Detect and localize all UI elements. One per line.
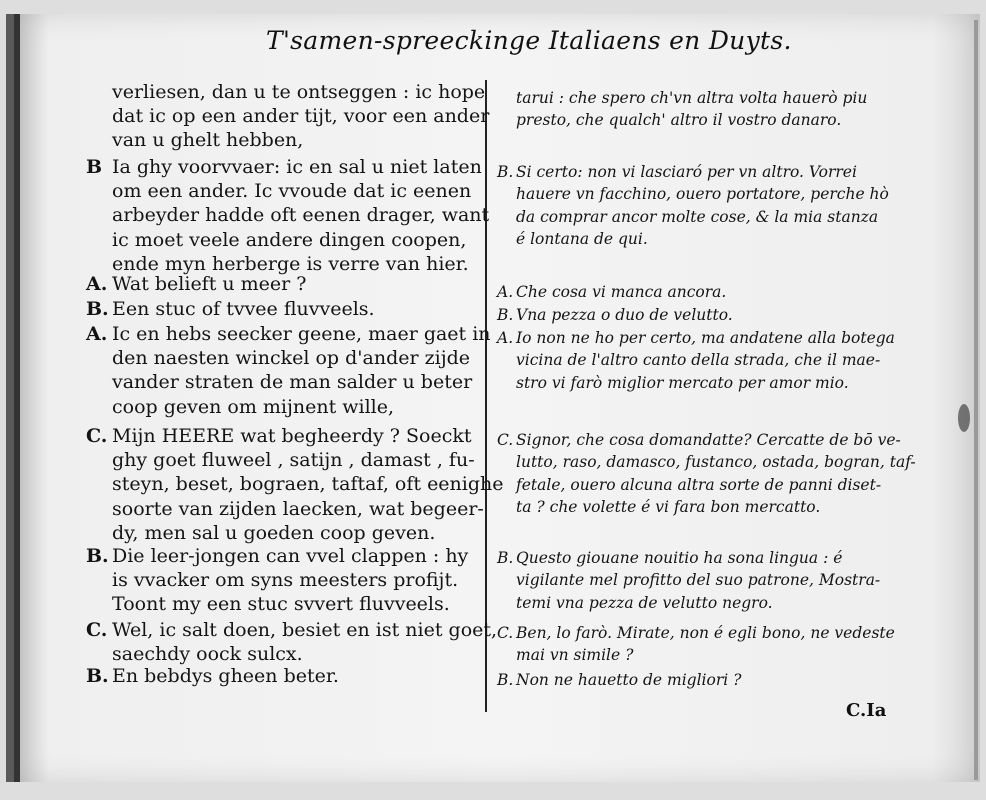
speaker-label: A. bbox=[497, 329, 514, 347]
catchword: C.Ia bbox=[846, 700, 887, 721]
text-line: dy, men sal u goeden coop geven. bbox=[112, 521, 436, 544]
speaker-label: B. bbox=[86, 298, 109, 320]
text-line: ende myn herberge is verre van hier. bbox=[112, 252, 469, 275]
text-line: Wel, ic salt doen, besiet en ist niet goet, bbox=[112, 619, 498, 641]
text-line: saechdy oock sulcx. bbox=[112, 643, 303, 666]
speaker-label: B. bbox=[497, 549, 514, 567]
text-line: vigilante mel profitto del suo patrone, Mostra- bbox=[516, 571, 881, 590]
text-line: Ic en hebs seecker geene, maer gaet in bbox=[112, 323, 491, 345]
speaker-label: A. bbox=[86, 323, 108, 345]
text-line: Die leer-jongen can vvel clappen : hy bbox=[112, 545, 469, 567]
text-line: Io non ne ho per certo, ma andatene alla botega bbox=[516, 329, 895, 347]
speaker-label: B. bbox=[497, 163, 514, 181]
text-line: vicina de l'altro canto della strada, che il mae- bbox=[516, 351, 881, 370]
speaker-label: C. bbox=[86, 425, 108, 447]
speaker-label: C. bbox=[497, 624, 514, 642]
text-line: Vna pezza o duo de velutto. bbox=[516, 306, 733, 324]
text-line: Che cosa vi manca ancora. bbox=[516, 283, 727, 301]
text-line: presto, che qualch' altro il vostro danaro. bbox=[516, 111, 842, 130]
text-line: arbeyder hadde oft eenen drager, want bbox=[112, 204, 490, 227]
text-line: da comprar ancor molte cose, & la mia stanza bbox=[516, 207, 879, 226]
speaker-label: B. bbox=[497, 671, 514, 689]
text-line: Ben, lo farò. Mirate, non é egli bono, ne vedeste bbox=[516, 624, 895, 642]
text-line: Signor, che cosa domandatte? Cercatte de bō ve- bbox=[516, 431, 901, 449]
text-line: é lontana de qui. bbox=[516, 229, 648, 248]
text-line: coop geven om mijnent wille, bbox=[112, 395, 395, 418]
text-line: van u ghelt hebben, bbox=[112, 129, 304, 152]
text-line: Een stuc of tvvee fluvveels. bbox=[112, 298, 375, 320]
speaker-label: A. bbox=[497, 283, 514, 301]
text-line: dat ic op een ander tijt, voor een ander bbox=[112, 105, 490, 128]
text-line: om een ander. Ic vvoude dat ic eenen bbox=[112, 180, 472, 203]
speaker-label: B. bbox=[497, 306, 514, 324]
text-line: Non ne hauetto de migliori ? bbox=[516, 671, 742, 689]
text-line: den naesten winckel op d'ander zijde bbox=[112, 347, 470, 370]
page-edge bbox=[974, 20, 978, 780]
speaker-label: C. bbox=[86, 619, 108, 641]
text-line: tarui : che spero ch'vn altra volta hauerò piu bbox=[516, 89, 868, 107]
text-line: steyn, beset, bograen, taftaf, oft eenighe bbox=[112, 473, 504, 496]
text-line: Mijn HEERE wat begheerdy ? Soeckt bbox=[112, 425, 472, 447]
text-line: Ia ghy voorvvaer: ic en sal u niet laten bbox=[112, 156, 482, 178]
text-line: En bebdys gheen beter. bbox=[112, 665, 339, 687]
running-header: T'samen-spreeckinge Italiaens en Duyts. bbox=[266, 26, 792, 55]
text-line: ic moet veele andere dingen coopen, bbox=[112, 228, 467, 251]
speaker-label: B bbox=[86, 156, 103, 178]
text-line: is vvacker om syns meesters profijt. bbox=[112, 569, 459, 592]
text-line: ta ? che volette é vi fara bon mercatto. bbox=[516, 497, 821, 516]
text-line: lutto, raso, damasco, fustanco, ostada, bogran, taf- bbox=[516, 453, 916, 472]
text-line: soorte van zijden laecken, wat begeer- bbox=[112, 497, 484, 520]
text-line: temi vna pezza de velutto negro. bbox=[516, 593, 773, 612]
speaker-label: B. bbox=[86, 545, 109, 567]
text-line: ghy goet fluweel , satijn , damast , fu- bbox=[112, 449, 475, 472]
text-line: hauere vn facchino, ouero portatore, perche hò bbox=[516, 185, 889, 204]
speaker-label: B. bbox=[86, 665, 109, 687]
text-line: stro vi farò miglior mercato per amor mio. bbox=[516, 373, 849, 392]
text-line: fetale, ouero alcuna altra sorte de panni diset- bbox=[516, 475, 882, 494]
text-line: verliesen, dan u te ontseggen : ic hope bbox=[112, 81, 486, 103]
ink-smudge bbox=[958, 404, 970, 432]
text-line: Wat belieft u meer ? bbox=[112, 273, 307, 295]
text-line: vander straten de man salder u beter bbox=[112, 371, 473, 394]
text-line: Si certo: non vi lasciaró per vn altro. Vorrei bbox=[516, 163, 857, 181]
text-line: Toont my een stuc svvert fluvveels. bbox=[112, 593, 450, 616]
text-line: mai vn simile ? bbox=[516, 646, 634, 665]
text-line: Questo giouane nouitio ha sona lingua : é bbox=[516, 549, 843, 567]
speaker-label: A. bbox=[86, 273, 108, 295]
speaker-label: C. bbox=[497, 431, 514, 449]
